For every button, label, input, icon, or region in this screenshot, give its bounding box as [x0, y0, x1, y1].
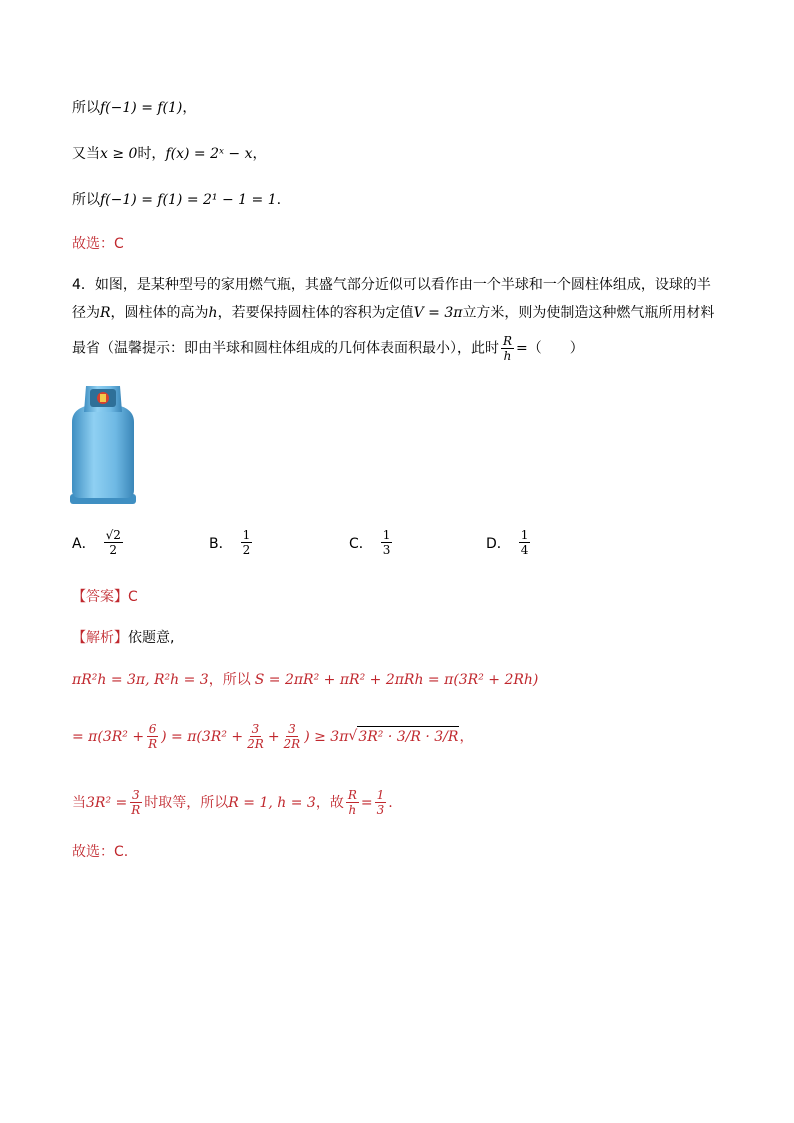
fraction-3-over-2r-second: $\frac{3}{2R}$	[283, 722, 301, 751]
option-b: B． $\frac{1}{2}$	[209, 528, 251, 557]
prev-line-2: 又当x ≥ 0时，f(x) = 2ˣ − x，	[72, 146, 267, 162]
cube-root-expression: √ 3R² · 3/R · 3/R	[348, 728, 459, 745]
final-answer: 故选：C.	[72, 844, 129, 860]
option-a-value: $\frac{√2}{2}$	[105, 528, 121, 557]
analysis-heading: 【解析】依题意,	[72, 630, 175, 646]
prev-line-1: 所以f(−1) = f(1)，	[72, 100, 197, 116]
option-d-value: $\frac{1}{4}$	[520, 528, 529, 557]
question-4-line-3: 最省（温馨提示：即由半球和圆柱体组成的几何体表面积最小），此时 $\frac{R}{h}$ =（ ）	[72, 334, 584, 363]
fraction-r-over-h-result: $\frac{R}{h}$	[347, 788, 357, 817]
question-4-line-2: 径为R，圆柱体的高为h，若要保持圆柱体的容积为定值V = 3π立方米，则为使制造这种燃气瓶所用材料	[72, 305, 715, 321]
fraction-1-over-3: $\frac{1}{3}$	[376, 788, 385, 817]
solution-line-2: = π(3R² + $\frac{6}{R}$ ) = π(3R² + $\frac{3}{2R}$ + $\frac{3}{2R}$ ) ≥ 3π √ 3R² · 3/R · 3/R ，	[72, 722, 474, 751]
fraction-r-over-h: $\frac{R}{h}$	[503, 334, 513, 363]
fraction-3-over-2r: $\frac{3}{2R}$	[247, 722, 264, 751]
solution-line-3: 当 3R² = $\frac{3}{R}$ 时取等，所以 R = 1, h = 3 ，故 $\frac{R}{h}$ = $\frac{1}{3}$ .	[72, 788, 393, 817]
fraction-6-over-r: $\frac{6}{R}$	[148, 722, 158, 751]
prev-line-3: 所以f(−1) = f(1) = 2¹ − 1 = 1.	[72, 192, 282, 208]
answer-line: 【答案】C	[72, 589, 138, 605]
option-c: C． $\frac{1}{3}$	[349, 528, 391, 557]
option-c-value: $\frac{1}{3}$	[382, 528, 391, 557]
prev-answer: 故选：C	[72, 236, 124, 252]
solution-line-1: πR²h = 3π, R²h = 3，所以 S = 2πR² + πR² + 2πRh = π(3R² + 2Rh)	[72, 672, 539, 688]
option-a: A． $\frac{√2}{2}$	[72, 528, 121, 557]
option-b-value: $\frac{1}{2}$	[242, 528, 251, 557]
question-4-line-1: 4．如图，是某种型号的家用燃气瓶，其盛气部分近似可以看作由一个半球和一个圆柱体组成，设球的半	[72, 277, 711, 293]
option-d: D． $\frac{1}{4}$	[486, 528, 529, 557]
gas-cylinder-icon	[66, 382, 140, 506]
fraction-3-over-r: $\frac{3}{R}$	[131, 788, 141, 817]
